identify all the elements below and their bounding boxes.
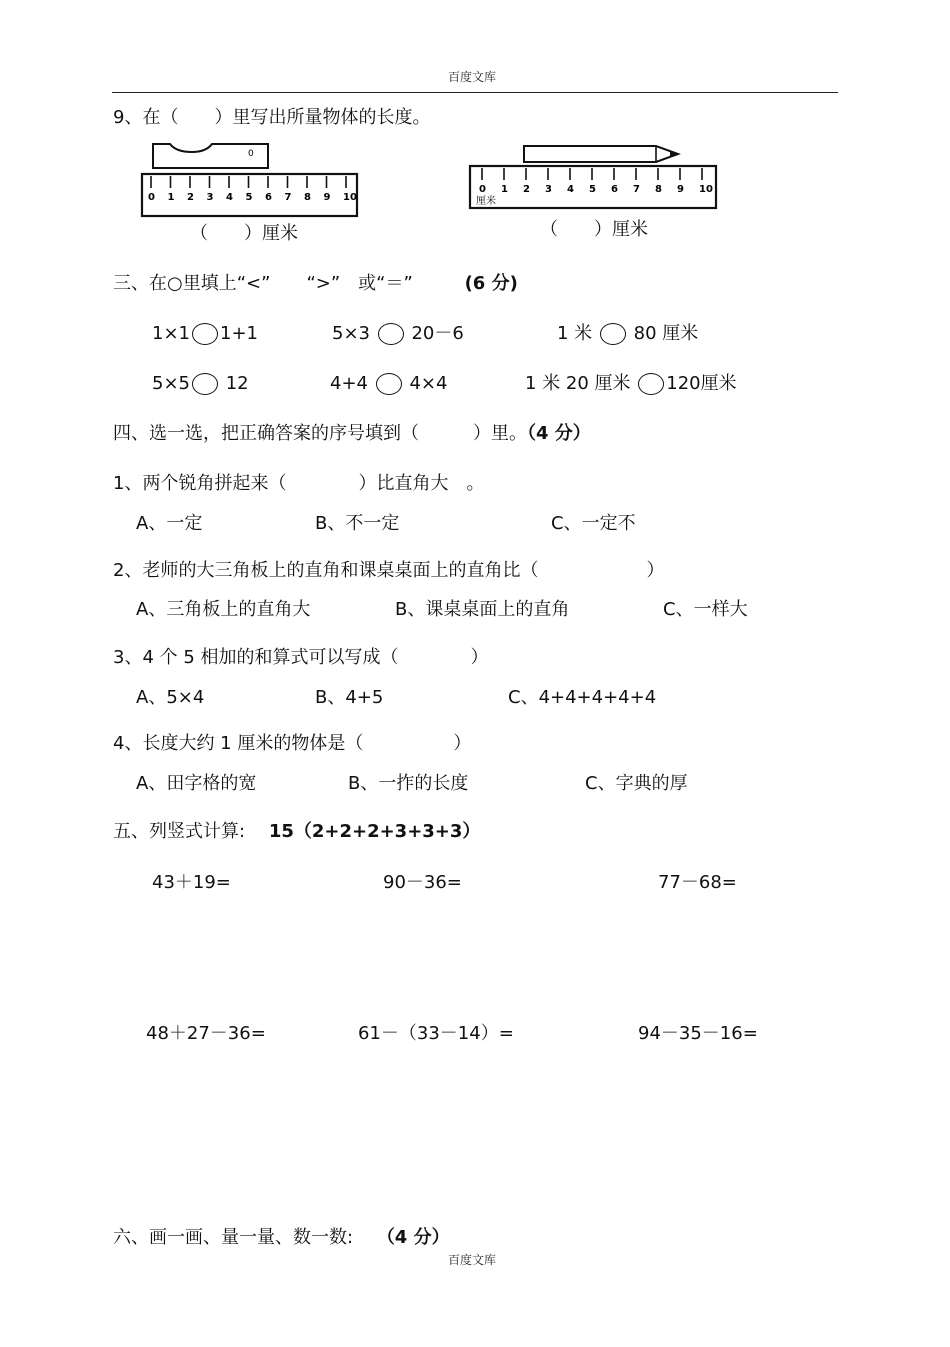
ruler-tick-label: 8 bbox=[655, 184, 662, 195]
answer-circle[interactable] bbox=[192, 323, 218, 345]
sec6-title bbox=[113, 1226, 450, 1250]
ruler-pencil-figure bbox=[466, 140, 720, 216]
compare-right: 1+1 bbox=[220, 323, 258, 344]
compare-left: 5×5 bbox=[152, 373, 190, 394]
pencil-shape bbox=[524, 146, 678, 162]
sec4-q4-option-c[interactable]: C、字典的厚 bbox=[585, 773, 688, 794]
compare-right: 80 厘米 bbox=[633, 323, 699, 344]
ruler-tick-label: 6 bbox=[265, 192, 272, 203]
compare-right: 20－6 bbox=[411, 323, 464, 344]
sec4-q1: 1、两个锐角拼起来（ ）比直角大 。 bbox=[113, 473, 485, 494]
sec3-title bbox=[113, 272, 518, 296]
ruler-tick-label: 3 bbox=[545, 184, 552, 195]
compare-item-3 bbox=[557, 322, 698, 346]
calc-5: 61－（33－14）= bbox=[358, 1023, 514, 1044]
ruler-tick-label: 1 bbox=[501, 184, 508, 195]
compare-item-6 bbox=[525, 372, 737, 396]
ruler-tick-label: 0 bbox=[148, 192, 155, 203]
ruler-tick-label: 9 bbox=[677, 184, 684, 195]
compare-item-4 bbox=[152, 372, 249, 396]
q9-title: 9、在（ ）里写出所量物体的长度。 bbox=[113, 107, 431, 128]
page-footer: 百度文库 bbox=[448, 1253, 497, 1267]
ruler-tick-label: 1 bbox=[167, 192, 175, 203]
sec4-q4: 4、长度大约 1 厘米的物体是（ ） bbox=[113, 733, 472, 754]
answer-circle[interactable] bbox=[192, 373, 218, 395]
ruler-tick-label: 10 bbox=[699, 184, 713, 195]
sec4-score: （4 分） bbox=[527, 423, 591, 444]
ruler-tick-label: 10 bbox=[343, 192, 357, 203]
compare-left: 4+4 bbox=[330, 373, 368, 394]
sec4-q3-option-b[interactable]: B、4+5 bbox=[315, 687, 384, 708]
sec4-q1-option-a[interactable]: A、一定 bbox=[136, 513, 203, 534]
compare-left: 1 米 20 厘米 bbox=[525, 373, 631, 394]
compare-item-2 bbox=[332, 322, 464, 346]
answer-circle[interactable] bbox=[376, 373, 402, 395]
sec4-q4-option-b[interactable]: B、一拃的长度 bbox=[348, 773, 469, 794]
sec4-q3: 3、4 个 5 相加的和算式可以写成（ ） bbox=[113, 647, 489, 668]
compare-left: 1 米 bbox=[557, 323, 593, 344]
page-header: 百度文库 bbox=[448, 70, 497, 84]
ruler-tick-label: 2 bbox=[187, 192, 194, 203]
sec4-q1-option-b[interactable]: B、不一定 bbox=[315, 513, 400, 534]
sec4-q2-option-c[interactable]: C、一样大 bbox=[663, 599, 748, 620]
sec4-q2-option-a[interactable]: A、三角板上的直角大 bbox=[136, 599, 311, 620]
ruler-tick-label: 4 bbox=[567, 184, 574, 195]
ruler-tick-label: 9 bbox=[323, 192, 331, 203]
compare-item-1 bbox=[152, 322, 258, 346]
sec4-q3-option-c[interactable]: C、4+4+4+4+4 bbox=[508, 687, 657, 708]
sec5-title-text: 五、列竖式计算: bbox=[113, 821, 246, 842]
calc-4: 48＋27－36= bbox=[146, 1023, 266, 1044]
ruler-tick-label: 0 bbox=[479, 184, 486, 195]
sec3-title-text: 三、在○里填上“<” “>” 或“＝” bbox=[113, 273, 413, 294]
answer-circle[interactable] bbox=[378, 323, 404, 345]
ruler-1-answer: （ ）厘米 bbox=[190, 223, 298, 244]
ruler-2-ticks bbox=[479, 168, 713, 195]
sec4-q1-option-c[interactable]: C、一定不 bbox=[551, 513, 636, 534]
compare-right: 120厘米 bbox=[666, 373, 737, 394]
sec4-title bbox=[113, 422, 591, 446]
sec4-q4-option-a[interactable]: A、田字格的宽 bbox=[136, 773, 257, 794]
calc-6: 94－35－16= bbox=[638, 1023, 758, 1044]
sec4-q2-option-b[interactable]: B、课桌桌面上的直角 bbox=[395, 599, 570, 620]
answer-circle[interactable] bbox=[638, 373, 664, 395]
sec4-q3-option-a[interactable]: A、5×4 bbox=[136, 687, 205, 708]
ruler-tick-label: 6 bbox=[611, 184, 618, 195]
eraser-mark: 0 bbox=[248, 149, 254, 159]
header-rule bbox=[112, 92, 838, 93]
ruler-tick-label: 5 bbox=[589, 184, 596, 195]
ruler-tick-label: 3 bbox=[206, 192, 214, 203]
calc-1: 43＋19= bbox=[152, 872, 231, 893]
ruler-unit-label: 厘米 bbox=[476, 196, 496, 207]
sec6-score: （4 分） bbox=[376, 1227, 450, 1248]
ruler-tick-label: 7 bbox=[284, 192, 292, 203]
sec4-q2: 2、老师的大三角板上的直角和课桌桌面上的直角比（ ） bbox=[113, 560, 665, 581]
ruler-2-answer: （ ）厘米 bbox=[540, 219, 648, 240]
ruler-eraser-figure bbox=[140, 138, 362, 222]
compare-right: 12 bbox=[225, 373, 249, 394]
compare-left: 1×1 bbox=[152, 323, 190, 344]
compare-right: 4×4 bbox=[409, 373, 448, 394]
ruler-tick-label: 5 bbox=[245, 192, 253, 203]
sec5-title bbox=[113, 820, 480, 844]
sec4-title-text: 四、选一选，把正确答案的序号填到（ ）里。 bbox=[113, 423, 527, 444]
compare-item-5 bbox=[330, 372, 447, 396]
ruler-1-ticks bbox=[148, 176, 357, 203]
ruler-tick-label: 4 bbox=[226, 192, 233, 203]
ruler-tick-label: 7 bbox=[633, 184, 640, 195]
compare-left: 5×3 bbox=[332, 323, 370, 344]
sec6-title-text: 六、画一画、量一量、数一数: bbox=[113, 1227, 354, 1248]
answer-circle[interactable] bbox=[600, 323, 626, 345]
ruler-tick-label: 8 bbox=[304, 192, 311, 203]
sec3-score: (6 分) bbox=[464, 273, 518, 294]
calc-3: 77－68= bbox=[658, 872, 737, 893]
ruler-tick-label: 2 bbox=[523, 184, 530, 195]
sec5-score: 15（2+2+2+3+3+3） bbox=[268, 821, 481, 842]
calc-2: 90－36= bbox=[383, 872, 462, 893]
